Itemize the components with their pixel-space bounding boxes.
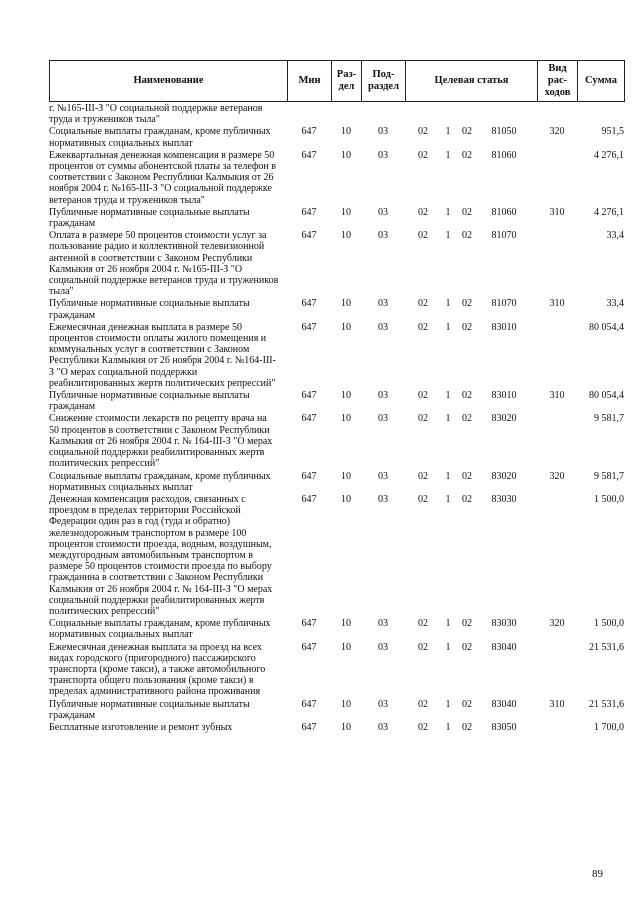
row-razdel: 10 xyxy=(341,298,351,310)
row-celevaya-part: 02 xyxy=(418,493,428,505)
row-summa: 1 500,0 xyxy=(594,493,624,505)
row-vid xyxy=(537,413,577,469)
row-celevaya-part: 83050 xyxy=(491,721,517,733)
header-razdel: Раз- дел xyxy=(332,61,362,101)
page-number: 89 xyxy=(592,868,603,880)
row-celevaya-part xyxy=(455,103,479,125)
row-summa: 21 531,6 xyxy=(589,641,624,653)
row-celevaya-part: 1 xyxy=(445,721,451,733)
row-celevaya-part: 83030 xyxy=(491,493,517,505)
row-celevaya-part: 83030 xyxy=(491,618,517,630)
row-celevaya-part: 81060 xyxy=(491,149,517,161)
row-celevaya-part: 02 xyxy=(418,618,428,630)
row-celevaya-part: 1 xyxy=(445,390,451,402)
row-celevaya-part: 02 xyxy=(462,149,472,161)
row-name: Ежеквартальная денежная компенсация в размере 50 процентов от суммы абонентской платы за телефон в соответствии с Законом Республики Калмыкия от 26 ноября 2004 г. №165-III-З "О социальной поддержке ветеранов труда и тружеников тыла" xyxy=(49,149,276,206)
row-razdel xyxy=(331,103,361,125)
row-celevaya-part: 02 xyxy=(418,390,428,402)
row-celevaya xyxy=(405,699,537,721)
row-celevaya-part: 81050 xyxy=(491,126,517,138)
header-min: Мин xyxy=(288,61,332,101)
row-vid xyxy=(537,322,577,389)
row-razdel: 10 xyxy=(341,230,351,242)
header-celevaya: Целевая статья xyxy=(406,61,538,101)
table-header xyxy=(49,60,625,102)
row-razdel: 10 xyxy=(341,618,351,630)
row-razdel: 10 xyxy=(341,721,351,733)
row-celevaya-part: 02 xyxy=(418,149,428,161)
row-celevaya-part: 1 xyxy=(445,493,451,505)
row-min: 647 xyxy=(301,390,317,402)
row-celevaya xyxy=(405,126,537,148)
row-celevaya-part: 02 xyxy=(418,298,428,310)
row-vid: 310 xyxy=(549,298,565,310)
row-celevaya-part: 02 xyxy=(418,698,428,710)
row-razdel: 10 xyxy=(341,493,351,505)
row-celevaya xyxy=(405,322,537,389)
row-vid xyxy=(537,642,577,698)
row-vid xyxy=(537,150,577,206)
row-min xyxy=(287,103,331,125)
row-podrazdel: 03 xyxy=(378,413,388,425)
row-celevaya-part: 83020 xyxy=(491,470,517,482)
row-celevaya-part: 02 xyxy=(462,698,472,710)
row-celevaya-part: 02 xyxy=(418,470,428,482)
row-celevaya-part: 02 xyxy=(462,493,472,505)
row-summa: 33,4 xyxy=(606,230,624,242)
row-name: Публичные нормативные социальные выплаты гражданам xyxy=(49,698,250,721)
row-celevaya-part: 1 xyxy=(445,298,451,310)
row-celevaya-part: 02 xyxy=(462,641,472,653)
row-celevaya-part: 1 xyxy=(445,413,451,425)
table-row xyxy=(49,617,625,640)
header-podrazdel: Под- раздел xyxy=(362,61,406,101)
row-vid xyxy=(537,230,577,297)
row-min: 647 xyxy=(301,413,317,425)
row-celevaya-part: 81070 xyxy=(491,230,517,242)
row-razdel: 10 xyxy=(341,149,351,161)
table-row xyxy=(49,102,625,125)
row-celevaya-part: 02 xyxy=(418,721,428,733)
header-vid: Вид рас- ходов xyxy=(538,61,578,101)
row-razdel: 10 xyxy=(341,698,351,710)
row-celevaya-part: 02 xyxy=(418,206,428,218)
row-summa xyxy=(577,103,625,125)
row-celevaya-part: 81070 xyxy=(491,298,517,310)
row-summa: 9 581,7 xyxy=(594,413,624,425)
row-name: Снижение стоимости лекарств по рецепту врача на 50 процентов в соответствии с Законом Республики Калмыкия от 26 ноября 2004 г. № 164-III-З "О мерах социальной поддержки реабилитированных жертв политических репрессий" xyxy=(49,413,273,470)
row-name: Ежемесячная денежная выплата в размере 50 процентов стоимости оплаты жилого помещения и коммунальных услуг в соответствии с Законом Республики Калмыкия от 26 ноября 2004 г. №164-III-З "О мерах социальной поддержки реабилитированных жертв политических репрессий" xyxy=(49,321,276,389)
row-celevaya xyxy=(405,230,537,297)
row-name: Ежемесячная денежная выплата за проезд на всех видах городского (пригородного) пассажирского транспорта (кроме такси), а также автомобильного транспорта общего пользования (кроме такси) в пределах административного района проживания xyxy=(49,641,266,698)
table-row xyxy=(49,641,625,698)
row-celevaya-part: 83040 xyxy=(491,698,517,710)
row-vid xyxy=(537,103,577,125)
row-podrazdel: 03 xyxy=(378,298,388,310)
row-razdel: 10 xyxy=(341,126,351,138)
row-summa: 1 500,0 xyxy=(594,618,624,630)
row-celevaya-part: 02 xyxy=(462,298,472,310)
row-min: 647 xyxy=(301,698,317,710)
row-celevaya xyxy=(405,390,537,412)
row-celevaya-part: 02 xyxy=(462,721,472,733)
row-vid: 320 xyxy=(549,126,565,138)
budget-table xyxy=(49,60,625,733)
table-row xyxy=(49,297,625,320)
row-celevaya-part: 1 xyxy=(445,126,451,138)
row-celevaya xyxy=(405,494,537,617)
table-row xyxy=(49,321,625,389)
row-celevaya xyxy=(405,103,537,125)
row-celevaya-part: 02 xyxy=(418,641,428,653)
row-razdel: 10 xyxy=(341,470,351,482)
header-summa: Сумма xyxy=(585,75,617,86)
row-summa: 4 276,1 xyxy=(594,206,624,218)
row-name: Социальные выплаты гражданам, кроме публичных нормативных социальных выплат xyxy=(49,618,271,641)
row-name: Публичные нормативные социальные выплаты гражданам xyxy=(49,298,250,321)
row-podrazdel xyxy=(361,103,405,125)
row-celevaya-part: 02 xyxy=(462,126,472,138)
row-podrazdel: 03 xyxy=(378,390,388,402)
row-celevaya-part: 02 xyxy=(462,206,472,218)
row-podrazdel: 03 xyxy=(378,493,388,505)
table-row xyxy=(49,125,625,148)
row-celevaya-part xyxy=(479,103,529,125)
row-celevaya-part: 1 xyxy=(445,470,451,482)
row-name: Оплата в размере 50 процентов стоимости услуг за пользование радио и коллективной телевизионной антенной в соответствии с Законом Республики Калмыкия от 26 ноября 2004 г. №165-III-З "О социальной поддержке ветеранов труда и тружеников тыла" xyxy=(49,230,279,298)
row-celevaya xyxy=(405,150,537,206)
row-podrazdel: 03 xyxy=(378,206,388,218)
row-celevaya-part: 02 xyxy=(462,321,472,333)
row-celevaya xyxy=(405,413,537,469)
row-celevaya-part: 1 xyxy=(445,230,451,242)
row-celevaya xyxy=(405,298,537,320)
row-name: Бесплатные изготовление и ремонт зубных xyxy=(49,721,233,733)
row-summa: 1 700,0 xyxy=(594,721,624,733)
row-summa: 4 276,1 xyxy=(594,149,624,161)
row-podrazdel: 03 xyxy=(378,721,388,733)
row-summa: 80 054,4 xyxy=(589,321,624,333)
row-celevaya-part: 1 xyxy=(445,698,451,710)
table-row xyxy=(49,721,625,733)
row-celevaya-part: 02 xyxy=(462,390,472,402)
row-min: 647 xyxy=(301,206,317,218)
row-celevaya-part: 02 xyxy=(418,126,428,138)
row-podrazdel: 03 xyxy=(378,641,388,653)
row-podrazdel: 03 xyxy=(378,698,388,710)
row-vid: 310 xyxy=(549,698,565,710)
row-name: Публичные нормативные социальные выплаты гражданам xyxy=(49,390,250,413)
table-row xyxy=(49,493,625,617)
row-celevaya-part: 81060 xyxy=(491,206,517,218)
row-celevaya-part: 1 xyxy=(445,206,451,218)
row-summa: 951,5 xyxy=(601,126,624,138)
row-razdel: 10 xyxy=(341,206,351,218)
row-celevaya-part: 02 xyxy=(462,470,472,482)
row-celevaya-part xyxy=(441,103,455,125)
row-celevaya xyxy=(405,207,537,229)
row-min: 647 xyxy=(301,126,317,138)
row-celevaya-part: 83020 xyxy=(491,413,517,425)
row-name: Публичные нормативные социальные выплаты гражданам xyxy=(49,206,250,230)
row-vid: 310 xyxy=(549,206,565,218)
row-vid: 310 xyxy=(549,390,565,402)
row-podrazdel: 03 xyxy=(378,149,388,161)
row-summa: 80 054,4 xyxy=(589,390,624,402)
table-row xyxy=(49,389,625,412)
table-row xyxy=(49,698,625,721)
row-min: 647 xyxy=(301,721,317,733)
row-vid xyxy=(537,722,577,733)
row-vid: 320 xyxy=(549,470,565,482)
table-body xyxy=(49,102,625,733)
table-row xyxy=(49,412,625,469)
row-summa: 33,4 xyxy=(606,298,624,310)
row-celevaya-part: 83040 xyxy=(491,641,517,653)
row-razdel: 10 xyxy=(341,641,351,653)
row-vid xyxy=(537,494,577,617)
row-razdel: 10 xyxy=(341,413,351,425)
row-celevaya xyxy=(405,471,537,493)
table-row xyxy=(49,470,625,493)
table-row xyxy=(49,229,625,297)
row-celevaya-part: 83010 xyxy=(491,321,517,333)
row-min: 647 xyxy=(301,321,317,333)
table-row xyxy=(49,149,625,206)
row-celevaya-part: 02 xyxy=(418,230,428,242)
row-min: 647 xyxy=(301,149,317,161)
row-podrazdel: 03 xyxy=(378,470,388,482)
row-vid: 320 xyxy=(549,618,565,630)
row-min: 647 xyxy=(301,298,317,310)
row-min: 647 xyxy=(301,641,317,653)
row-min: 647 xyxy=(301,230,317,242)
row-celevaya-part: 83010 xyxy=(491,390,517,402)
row-podrazdel: 03 xyxy=(378,126,388,138)
row-celevaya-part: 1 xyxy=(445,618,451,630)
row-celevaya-part: 02 xyxy=(418,413,428,425)
row-name: г. №165-III-З "О социальной поддержке ветеранов труда и тружеников тыла" xyxy=(49,103,263,126)
row-celevaya-part: 02 xyxy=(462,230,472,242)
table-row xyxy=(49,206,625,229)
row-podrazdel: 03 xyxy=(378,618,388,630)
row-celevaya xyxy=(405,642,537,698)
row-name: Социальные выплаты гражданам, кроме публичных нормативных социальных выплат xyxy=(49,470,271,493)
row-min: 647 xyxy=(301,493,317,505)
row-celevaya-part xyxy=(405,103,441,125)
row-celevaya-part: 1 xyxy=(445,149,451,161)
row-min: 647 xyxy=(301,618,317,630)
row-podrazdel: 03 xyxy=(378,230,388,242)
row-summa: 9 581,7 xyxy=(594,470,624,482)
row-razdel: 10 xyxy=(341,321,351,333)
row-celevaya-part: 1 xyxy=(445,641,451,653)
row-celevaya-part: 02 xyxy=(462,618,472,630)
row-name: Денежная компенсация расходов, связанных с проездом в пределах территории Российской Федерации один раз в год (туда и обратно) железнодорожным транспортом в размере 100 процентов стоимости проезда, водным, воздушным, междугородным автомобильным транспортом в размере 50 процентов стоимости проезда по выбору гражданина в соответствии с Законом Республики Калмыкия от 26 ноября 2004 г. № 164-III-З "О мерах социальной поддержки реабилитированных жертв политических репрессий" xyxy=(49,493,273,617)
row-celevaya xyxy=(405,618,537,640)
row-razdel: 10 xyxy=(341,390,351,402)
header-name: Наименование xyxy=(50,61,288,101)
row-podrazdel: 03 xyxy=(378,321,388,333)
row-celevaya-part: 02 xyxy=(462,413,472,425)
row-celevaya xyxy=(405,722,537,733)
row-summa: 21 531,6 xyxy=(589,698,624,710)
row-min: 647 xyxy=(301,470,317,482)
row-celevaya-part: 1 xyxy=(445,321,451,333)
row-celevaya-part: 02 xyxy=(418,321,428,333)
row-name: Социальные выплаты гражданам, кроме публичных нормативных социальных выплат xyxy=(49,126,271,149)
